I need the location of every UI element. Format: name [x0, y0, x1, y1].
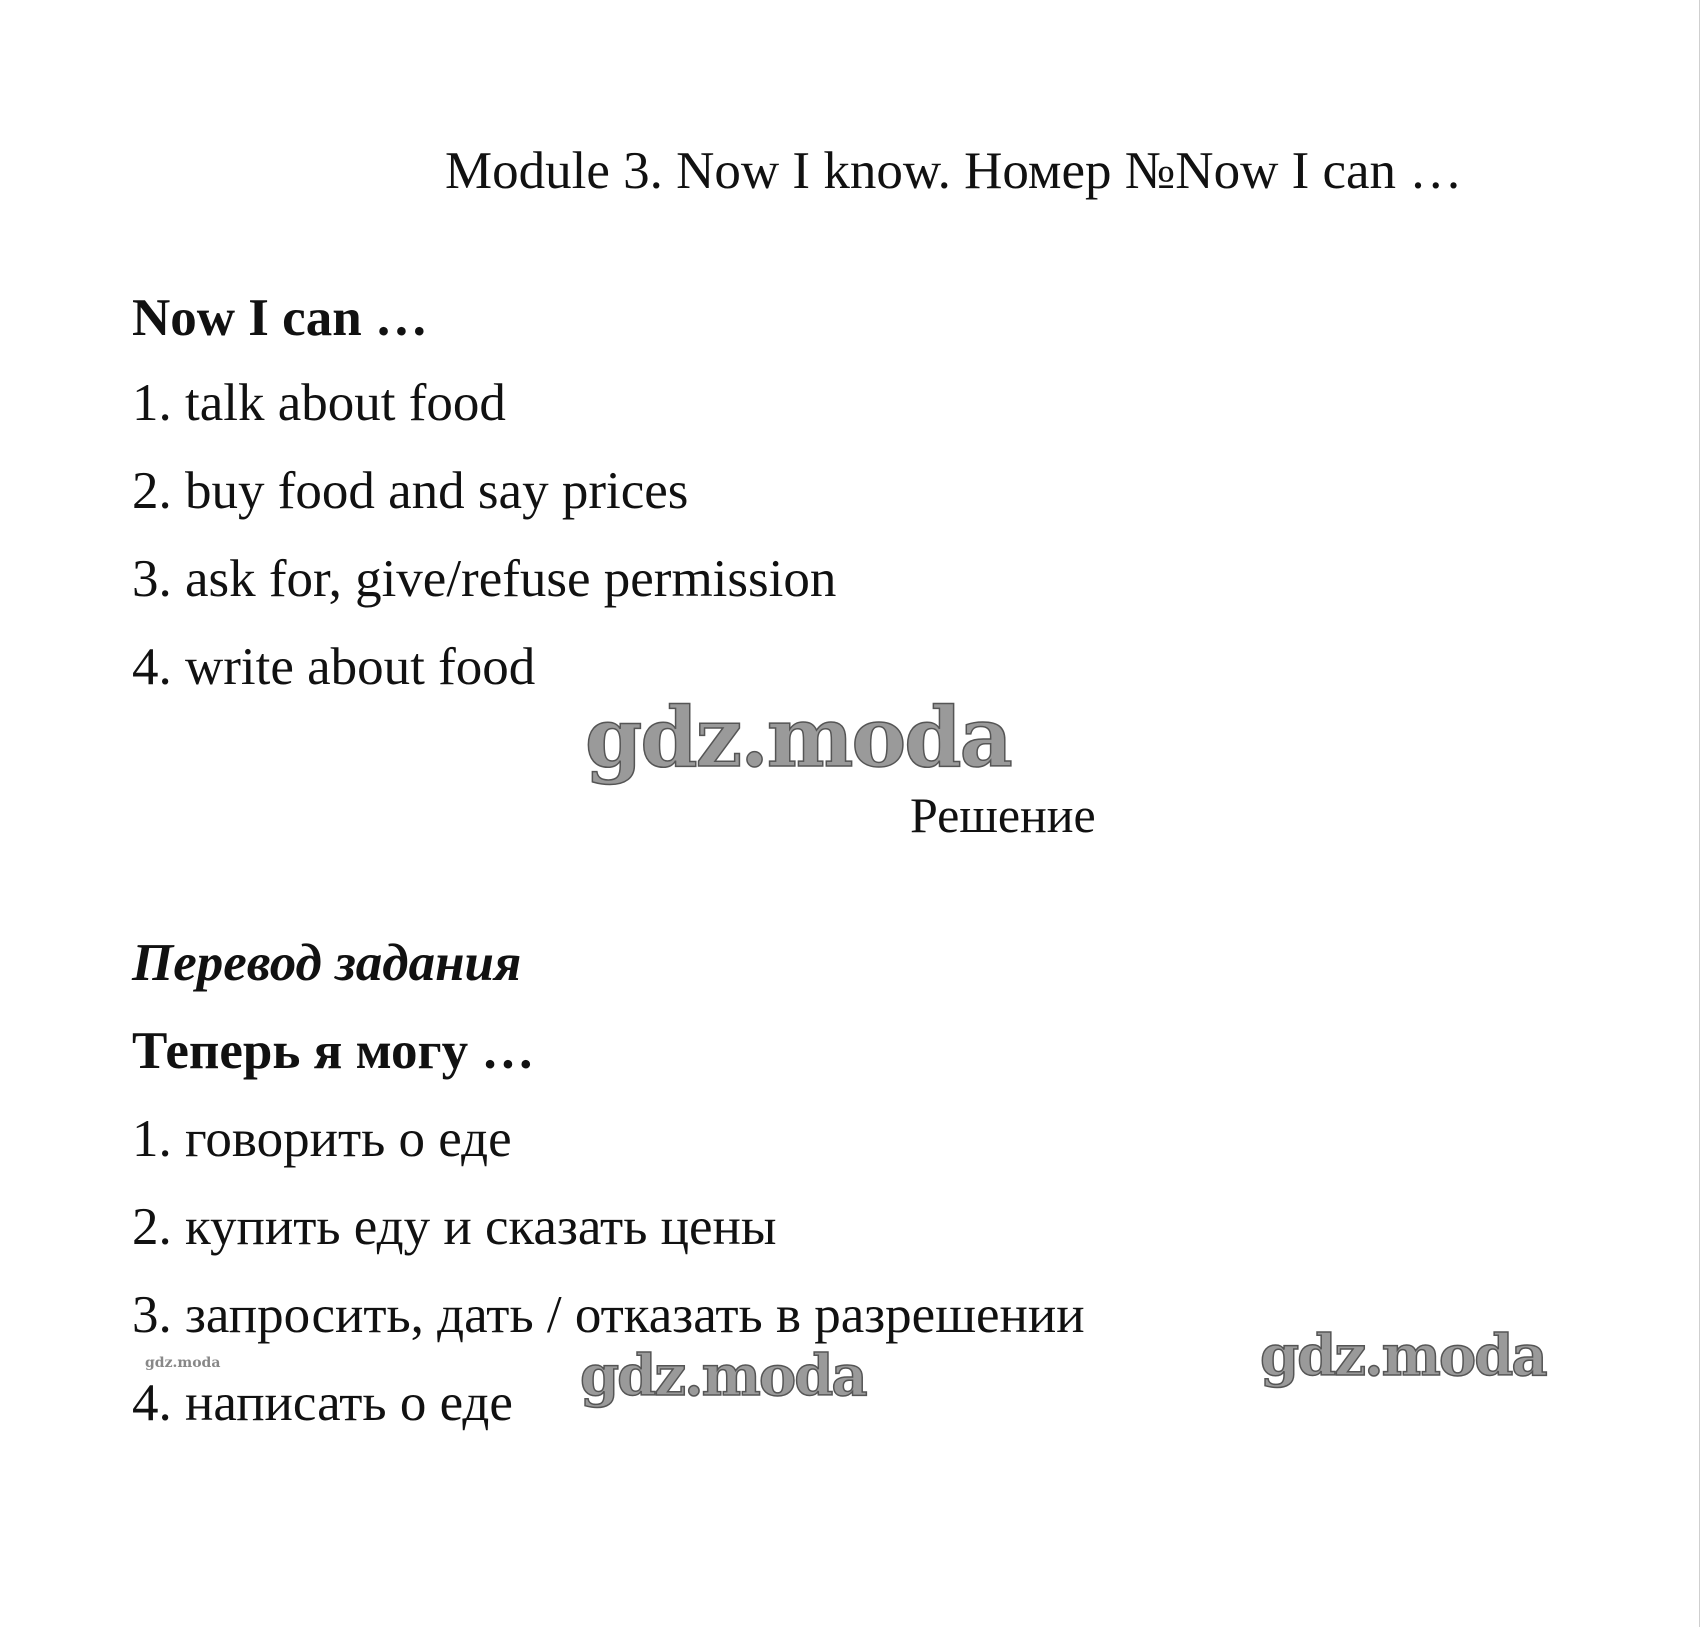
english-item-4: 4. write about food [132, 638, 536, 696]
english-heading: Now I can … [132, 289, 428, 347]
watermark-bottom-right: gdz.moda [1260, 1323, 1546, 1389]
translation-item-4: 4. написать о еде [132, 1374, 513, 1432]
english-item-3: 3. ask for, give/refuse permission [132, 550, 837, 608]
solution-label: Решение [910, 787, 1096, 843]
page-edge-line [1699, 0, 1700, 1627]
watermark-tiny: gdz.moda [145, 1355, 221, 1371]
translation-item-1: 1. говорить о еде [132, 1110, 512, 1168]
watermark-main: gdz.moda [585, 690, 1011, 786]
translation-item-2: 2. купить еду и сказать цены [132, 1198, 777, 1256]
watermark-bottom-center: gdz.moda [580, 1343, 866, 1409]
translation-heading: Теперь я могу … [132, 1022, 535, 1080]
page-title: Module 3. Now I know. Номер №Now I can … [445, 142, 1463, 200]
english-item-2: 2. buy food and say prices [132, 462, 689, 520]
translation-section-title: Перевод задания [132, 934, 522, 992]
translation-item-3: 3. запросить, дать / отказать в разрешении [132, 1286, 1085, 1344]
english-item-1: 1. talk about food [132, 374, 506, 432]
